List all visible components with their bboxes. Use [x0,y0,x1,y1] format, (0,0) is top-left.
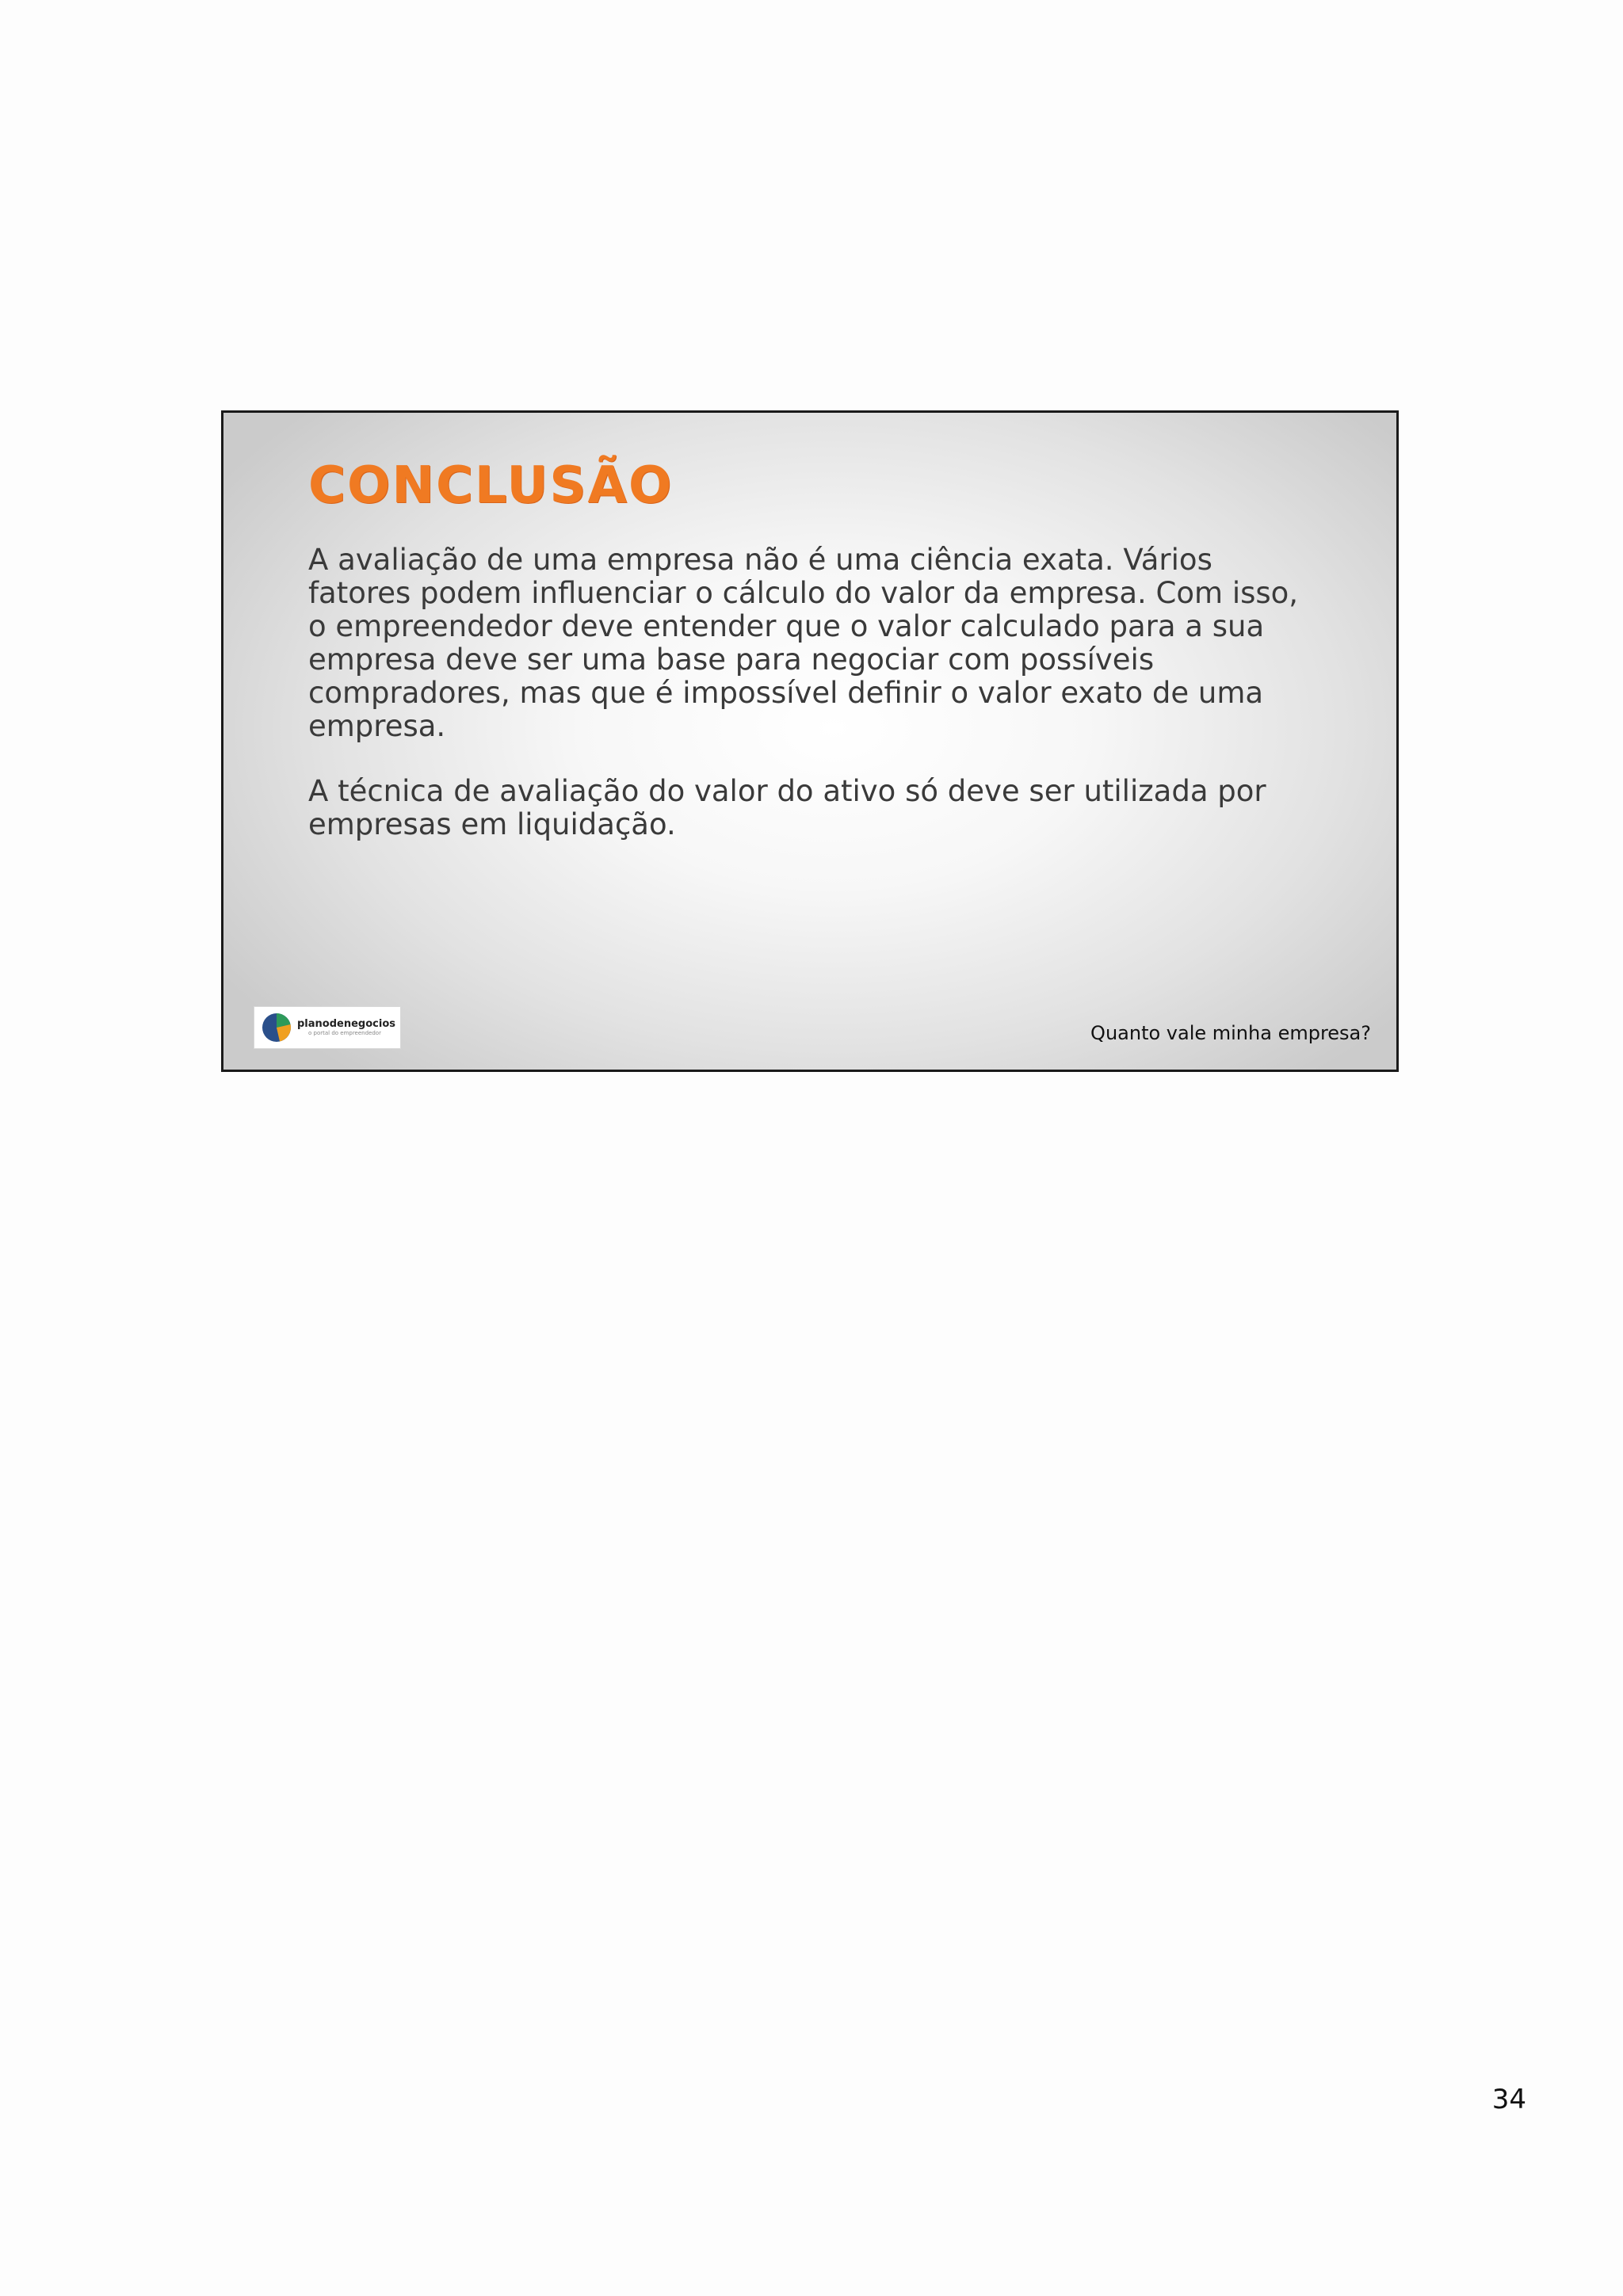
logo-tagline: o portal do empreendedor [308,1030,381,1036]
pie-chart-logo-icon [261,1012,292,1043]
body-paragraph: A avaliação de uma empresa não é uma ciência exata. Vários fatores podem influenciar o cálculo do valor da empresa. Com isso, o empreendedor deve entender que o valor calculado para a sua empresa deve ser uma base para negociar com possíveis compradores, mas que é impossível definir o valor exato de uma empresa. [308,543,1299,743]
slide-footer-text: Quanto vale minha empresa? [1090,1022,1371,1044]
logo-name: planodenegocios [297,1018,395,1030]
planodenegocios-logo [254,1006,401,1049]
page-number: 34 [1491,2084,1526,2115]
slide [221,410,1399,1072]
slide-title: CONCLUSÃO [308,456,674,515]
body-paragraph: A técnica de avaliação do valor do ativo só deve ser utilizada por empresas em liquidação. [308,774,1266,841]
slide-body [308,543,1307,873]
